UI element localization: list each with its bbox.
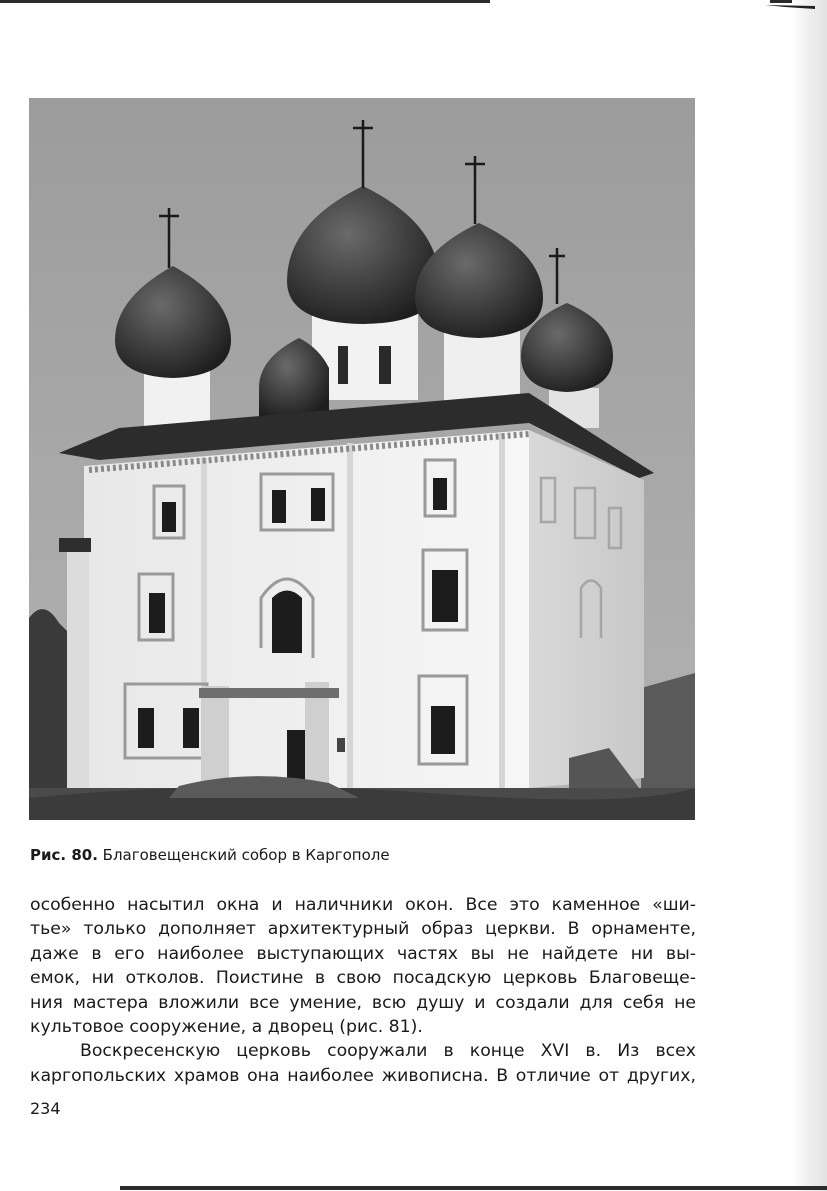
text-line: Воскресенскую церковь сооружали в конце XVI в. Из всех — [80, 1041, 696, 1062]
body-text — [30, 893, 696, 1088]
text-line: тье» только дополняет архитектурный образ церкви. В орнаменте, — [30, 919, 696, 940]
corner-mark — [765, 4, 815, 10]
page-number: 234 — [30, 1099, 61, 1118]
page-fold-shadow — [792, 0, 827, 1191]
text-line: даже в его наиболее выступающих частях вы не найдете ни вы- — [30, 943, 696, 964]
figure-label: Рис. 80. — [30, 846, 98, 864]
text-line: каргопольских храмов она наиболее живописна. В отличие от других, — [30, 1065, 696, 1086]
cathedral-photo — [29, 98, 695, 820]
bottom-scan-edge — [120, 1186, 827, 1190]
top-scan-gap — [490, 0, 770, 3]
figure-caption — [30, 846, 390, 864]
text-line: культовое сооружение, а дворец (рис. 81). — [30, 1017, 423, 1038]
text-line: ния мастера вложили все умение, всю душу и создали для себя не — [30, 992, 696, 1013]
text-line: особенно насытил окна и наличники окон. Все это каменное «ши- — [30, 895, 696, 915]
text-line: емок, ни отколов. Поистине в свою посадскую церковь Благовеще- — [30, 968, 696, 989]
figure-caption-text: Благовещенский собор в Каргополе — [102, 846, 390, 864]
